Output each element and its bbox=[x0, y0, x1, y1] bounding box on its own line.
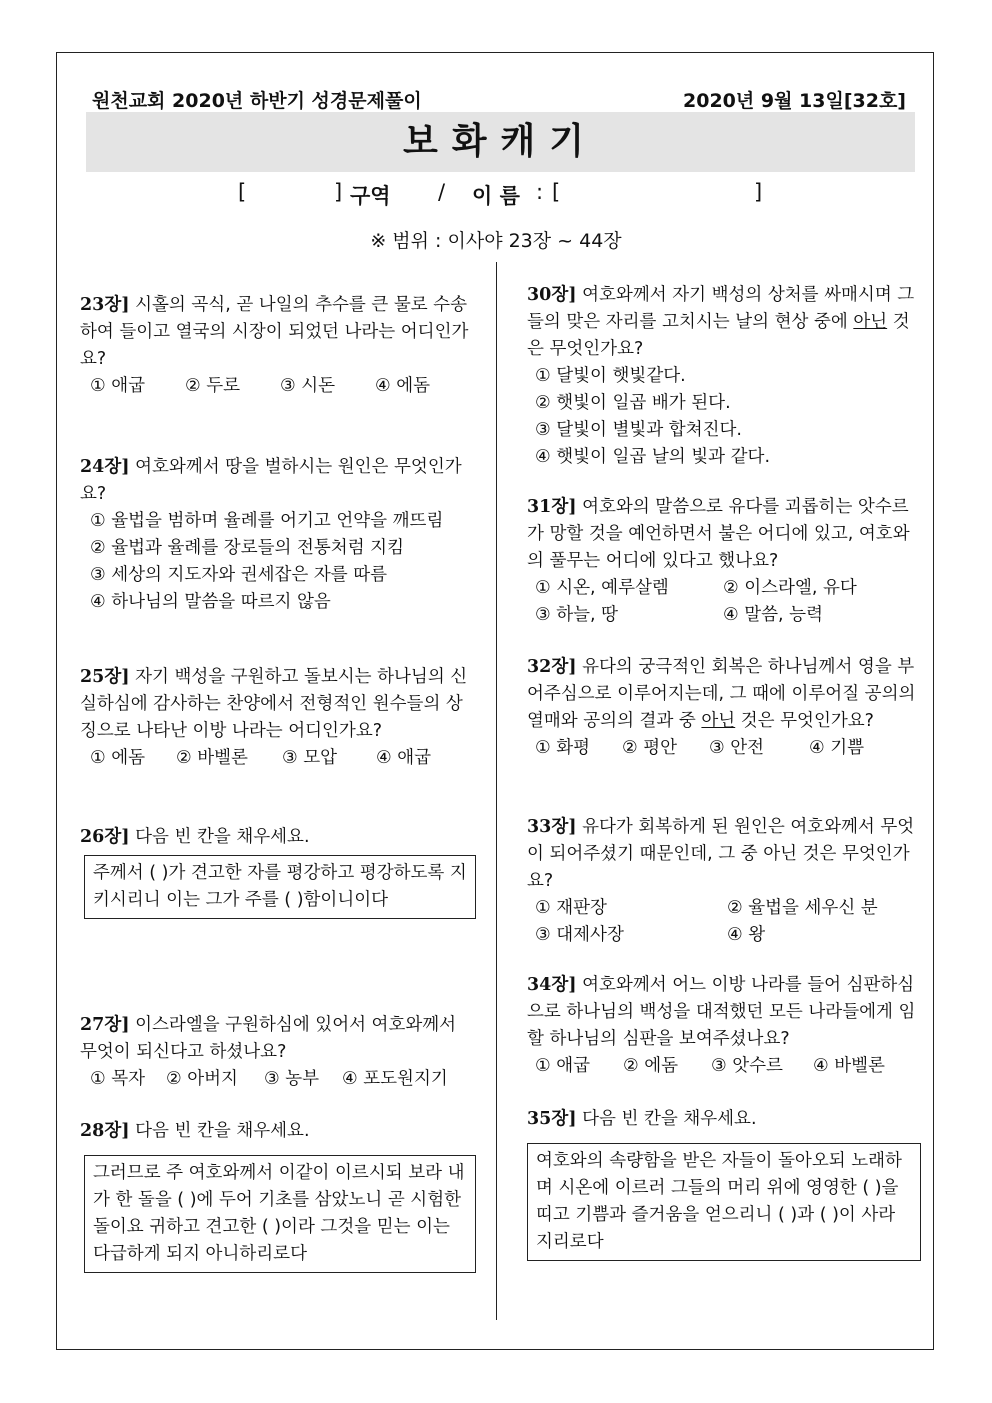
question-body-end: 것은 무엇인가요? bbox=[735, 711, 874, 731]
question-number: 27장] bbox=[80, 1015, 130, 1035]
question-23 bbox=[80, 292, 472, 400]
question-33 bbox=[527, 814, 917, 949]
question-24 bbox=[80, 454, 472, 616]
options bbox=[527, 575, 917, 629]
option-1[interactable]: ① 재판장 bbox=[535, 898, 607, 918]
question-text bbox=[527, 972, 917, 1053]
district-close-bracket: ] bbox=[334, 180, 343, 204]
option-3[interactable]: ③ 모압 bbox=[282, 748, 338, 768]
district-label: 구역 bbox=[350, 184, 391, 208]
question-body: 다음 빈 칸을 채우세요. bbox=[129, 1121, 310, 1141]
column-divider bbox=[496, 262, 497, 1320]
question-body: 여호와의 말씀으로 유다를 괴롭히는 앗수르가 망할 것을 예언하면서 불은 어디에 있고, 여호와의 풀무는 어디에 있다고 했나요? bbox=[527, 497, 910, 571]
name-district-line bbox=[0, 180, 992, 210]
question-number: 32장] bbox=[527, 657, 577, 677]
option-1[interactable]: ① 시온, 예루살렘 bbox=[535, 578, 669, 598]
question-body: 시홀의 곡식, 곧 나일의 추수를 큰 물로 수송하여 들이고 열국의 시장이 되었던 나라는 어디인가요? bbox=[80, 295, 469, 369]
question-number: 23장] bbox=[80, 295, 130, 315]
option-2[interactable]: ② 이스라엘, 유다 bbox=[723, 578, 857, 598]
question-text bbox=[80, 1012, 472, 1066]
question-text bbox=[80, 292, 472, 373]
option-3[interactable]: ③ 대제사장 bbox=[535, 925, 624, 945]
option-2[interactable]: ② 율법을 세우신 분 bbox=[727, 898, 878, 918]
question-body: 여호와께서 자기 백성의 상처를 싸매시며 그들의 맞은 자리를 고치시는 날의 현상 중에 bbox=[527, 285, 915, 332]
question-number: 25장] bbox=[80, 667, 130, 687]
slash-separator: / bbox=[438, 180, 446, 204]
underlined-word: 아닌 bbox=[853, 312, 888, 332]
option-2[interactable]: ② 에돔 bbox=[623, 1056, 679, 1076]
name-close-bracket: ] bbox=[754, 180, 763, 204]
header-church-title: 원천교회 2020년 하반기 성경문제풀이 bbox=[92, 90, 422, 112]
option-1[interactable]: ① 목자 bbox=[90, 1069, 146, 1089]
question-text bbox=[80, 824, 472, 851]
options bbox=[527, 895, 917, 949]
question-28 bbox=[80, 1118, 472, 1273]
question-body: 유다의 궁극적인 회복은 하나님께서 영을 부어주심으로 이루어지는데, 그 때에 이루어질 공의의 열매와 공의의 결과 중 bbox=[527, 657, 916, 731]
question-number: 34장] bbox=[527, 975, 577, 995]
option-1[interactable]: ① 애굽 bbox=[90, 376, 146, 396]
question-31 bbox=[527, 494, 917, 629]
option-3[interactable]: ③ 달빛이 별빛과 합쳐진다. bbox=[535, 420, 742, 440]
option-1[interactable]: ① 달빛이 햇빛같다. bbox=[535, 366, 686, 386]
page-title: 보화캐기 bbox=[86, 112, 915, 172]
options bbox=[80, 373, 472, 400]
option-1[interactable]: ① 율법을 범하며 율례를 어기고 언약을 깨뜨림 bbox=[90, 511, 444, 531]
fill-in-box[interactable]: 주께서 ( )가 견고한 자를 평강하고 평강하도록 지키시리니 이는 그가 주를 ( )함이니이다 bbox=[84, 855, 476, 919]
option-4[interactable]: ④ 햇빛이 일곱 날의 빛과 같다. bbox=[535, 447, 771, 467]
question-text bbox=[527, 494, 917, 575]
option-4[interactable]: ④ 하나님의 말씀을 따르지 않음 bbox=[90, 592, 331, 612]
fill-in-box[interactable]: 여호와의 속량함을 받은 자들이 돌아오되 노래하며 시온에 이르러 그들의 머리 위에 영영한 ( )을 띠고 기쁨과 즐거움을 얻으리니 ( )과 ( )이 사라지리로다 bbox=[527, 1143, 921, 1261]
question-34 bbox=[527, 972, 917, 1080]
range-text: ※ 범위 : 이사야 23장 ~ 44장 bbox=[370, 230, 622, 252]
option-2[interactable]: ② 두로 bbox=[185, 376, 241, 396]
name-open-bracket: [ bbox=[552, 180, 561, 204]
option-4[interactable]: ④ 바벨론 bbox=[813, 1056, 885, 1076]
question-32 bbox=[527, 654, 917, 762]
option-4[interactable]: ④ 기쁨 bbox=[809, 738, 865, 758]
question-body: 여호와께서 어느 이방 나라를 들어 심판하심으로 하나님의 백성을 대적했던 모든 나라들에게 임할 하나님의 심판을 보여주셨나요? bbox=[527, 975, 916, 1049]
header-date: 2020년 9월 13일[32호] bbox=[683, 90, 906, 112]
option-4[interactable]: ④ 포도원지기 bbox=[342, 1069, 448, 1089]
question-26 bbox=[80, 824, 472, 919]
option-2[interactable]: ② 아버지 bbox=[166, 1069, 238, 1089]
question-body-end: 것은 무엇인가요? bbox=[527, 312, 910, 359]
option-1[interactable]: ① 화평 bbox=[535, 738, 591, 758]
question-body: 이스라엘을 구원하심에 있어서 여호와께서 무엇이 되신다고 하셨나요? bbox=[80, 1015, 457, 1062]
option-4[interactable]: ④ 에돔 bbox=[375, 376, 431, 396]
option-4[interactable]: ④ 왕 bbox=[727, 925, 766, 945]
question-body: 유다가 회복하게 된 원인은 여호와께서 무엇이 되어주셨기 때문인데, 그 중 아닌 것은 무엇인가요? bbox=[527, 817, 915, 891]
option-3[interactable]: ③ 앗수르 bbox=[711, 1056, 783, 1076]
question-text bbox=[527, 1106, 917, 1133]
option-1[interactable]: ① 에돔 bbox=[90, 748, 146, 768]
question-30 bbox=[527, 282, 917, 471]
option-2[interactable]: ② 율법과 율례를 장로들의 전통처럼 지킴 bbox=[90, 538, 404, 558]
option-3[interactable]: ③ 시돈 bbox=[280, 376, 336, 396]
question-body: 다음 빈 칸을 채우세요. bbox=[129, 827, 310, 847]
option-2[interactable]: ② 평안 bbox=[622, 738, 678, 758]
option-2[interactable]: ② 햇빛이 일곱 배가 된다. bbox=[535, 393, 731, 413]
question-text bbox=[527, 654, 917, 735]
district-open-bracket: [ bbox=[238, 180, 247, 204]
question-text bbox=[527, 814, 917, 895]
options bbox=[80, 1066, 472, 1093]
option-3[interactable]: ③ 안전 bbox=[709, 738, 765, 758]
question-body: 자기 백성을 구원하고 돌보시는 하나님의 신실하심에 감사하는 찬양에서 전형적인 원수들의 상징으로 나타난 이방 나라는 어디인가요? bbox=[80, 667, 468, 741]
question-35 bbox=[527, 1106, 917, 1261]
option-3[interactable]: ③ 하늘, 땅 bbox=[535, 605, 619, 625]
question-text bbox=[80, 664, 472, 745]
question-text bbox=[527, 282, 917, 363]
question-body: 여호와께서 땅을 벌하시는 원인은 무엇인가요? bbox=[80, 457, 462, 504]
question-25 bbox=[80, 664, 472, 772]
option-3[interactable]: ③ 농부 bbox=[264, 1069, 320, 1089]
question-text bbox=[80, 454, 472, 508]
option-3[interactable]: ③ 세상의 지도자와 권세잡은 자를 따름 bbox=[90, 565, 388, 585]
options bbox=[80, 745, 472, 772]
colon: : bbox=[536, 180, 544, 204]
underlined-word: 아닌 bbox=[701, 711, 736, 731]
question-number: 30장] bbox=[527, 285, 577, 305]
options bbox=[80, 508, 472, 616]
options bbox=[527, 1053, 917, 1080]
question-number: 33장] bbox=[527, 817, 577, 837]
option-4[interactable]: ④ 말씀, 능력 bbox=[723, 605, 823, 625]
question-number: 24장] bbox=[80, 457, 130, 477]
option-2[interactable]: ② 바벨론 bbox=[176, 748, 248, 768]
fill-in-box[interactable]: 그러므로 주 여호와께서 이같이 이르시되 보라 내가 한 돌을 ( )에 두어 기초를 삼았노니 곧 시험한 돌이요 귀하고 견고한 ( )이라 그것을 믿는 이는 다급하게 되지 아니하리로다 bbox=[84, 1155, 476, 1273]
options bbox=[527, 363, 917, 471]
option-4[interactable]: ④ 애굽 bbox=[376, 748, 432, 768]
question-number: 28장] bbox=[80, 1121, 130, 1141]
question-number: 35장] bbox=[527, 1109, 577, 1129]
question-27 bbox=[80, 1012, 472, 1093]
name-label: 이 름 bbox=[472, 184, 520, 208]
question-body: 다음 빈 칸을 채우세요. bbox=[576, 1109, 757, 1129]
option-1[interactable]: ① 애굽 bbox=[535, 1056, 591, 1076]
question-number: 26장] bbox=[80, 827, 130, 847]
options bbox=[527, 735, 917, 762]
question-text bbox=[80, 1118, 472, 1145]
question-number: 31장] bbox=[527, 497, 577, 517]
